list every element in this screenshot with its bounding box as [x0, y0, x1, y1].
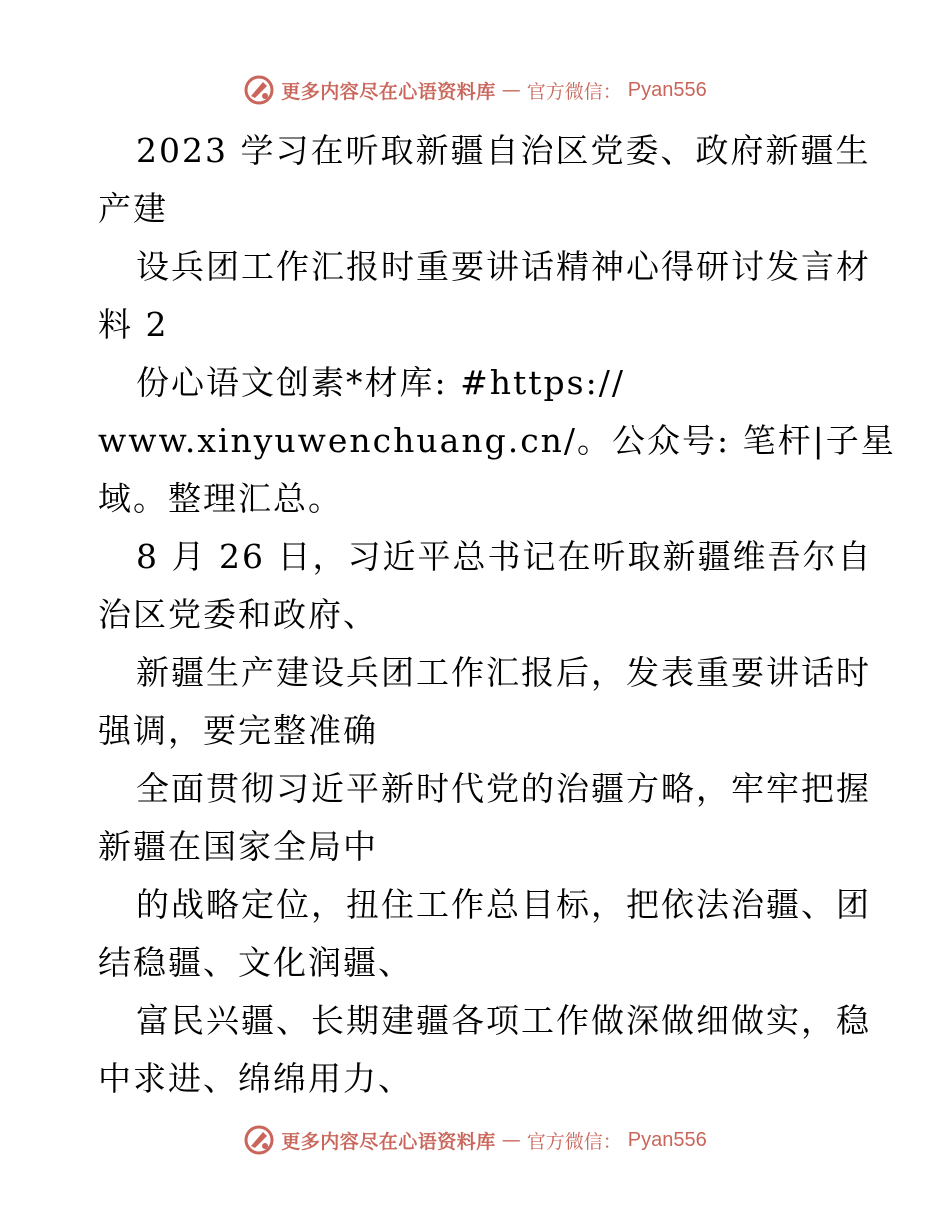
- text-line: 8 月 26 日，习近平总书记在听取新疆维吾尔自: [136, 537, 873, 576]
- banner-wechat-label: 官方微信：: [526, 80, 622, 103]
- text-line: 强调，要完整准确: [98, 711, 378, 750]
- header-watermark-banner: [0, 70, 950, 110]
- banner-wechat-label: 官方微信：: [526, 1130, 622, 1153]
- banner-wechat-handle: Pyan556: [627, 78, 707, 101]
- text-line: 中求进、绵绵用力、: [98, 1059, 413, 1098]
- text-line: 域。整理汇总。: [98, 479, 343, 518]
- banner-site-name: 更多内容尽在心语资料库: [281, 80, 496, 103]
- text-line: 份心语文创素*材库: #https://: [136, 363, 625, 402]
- banner-dash: —: [501, 1129, 521, 1151]
- text-line: 富民兴疆、长期建疆各项工作做深做细做实，稳: [136, 1001, 871, 1040]
- text-line: 结稳疆、文化润疆、: [98, 943, 413, 982]
- banner-dash: —: [501, 79, 521, 101]
- document-body: [98, 122, 896, 1108]
- text-line: 的战略定位，扭住工作总目标，把依法治疆、团: [136, 885, 871, 924]
- text-line: 治区党委和政府、: [98, 595, 378, 634]
- text-line: 产建: [98, 189, 168, 228]
- library-logo-icon: [243, 74, 275, 106]
- text-line: 新疆生产建设兵团工作汇报后，发表重要讲话时: [136, 653, 871, 692]
- text-line: 设兵团工作汇报时重要讲话精神心得研讨发言材: [136, 247, 871, 286]
- text-line: 2023 学习在听取新疆自治区党委、政府新疆生: [136, 131, 871, 170]
- banner-wechat-handle: Pyan556: [627, 1128, 707, 1151]
- library-logo-icon: [243, 1124, 275, 1156]
- text-line: 料 2: [98, 305, 169, 344]
- text-line: www.xinyuwenchuang.cn/。公众号: 笔杆|子星: [98, 421, 896, 460]
- text-line: 全面贯彻习近平新时代党的治疆方略，牢牢把握: [136, 769, 871, 808]
- text-line: 新疆在国家全局中: [98, 827, 378, 866]
- footer-watermark-banner: [0, 1120, 950, 1160]
- banner-site-name: 更多内容尽在心语资料库: [281, 1130, 496, 1153]
